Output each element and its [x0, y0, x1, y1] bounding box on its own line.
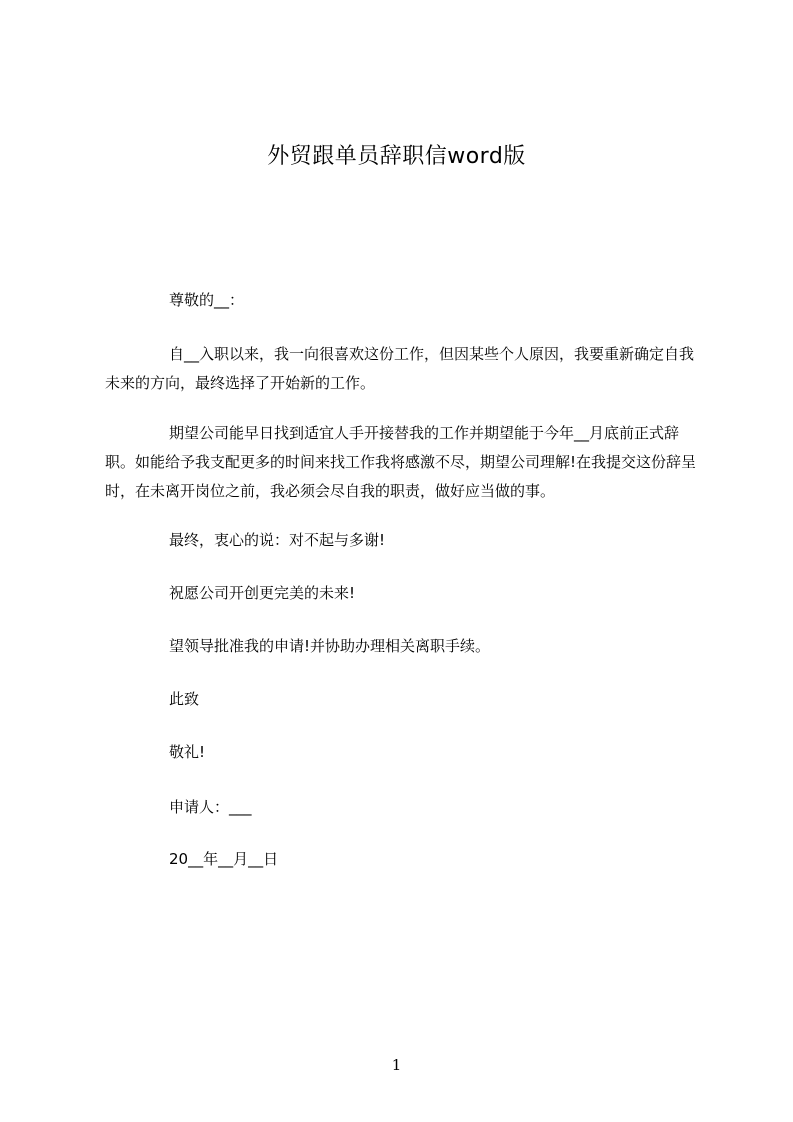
- closing-request: 望领导批准我的申请!并协助办理相关离职手续。: [169, 637, 491, 655]
- applicant-line: 申请人：___: [169, 798, 252, 816]
- date-line: 20__年__月__日: [169, 850, 279, 868]
- closing-jingli: 敬礼!: [169, 743, 206, 761]
- closing-wishes: 祝愿公司开创更完美的未来!: [169, 584, 356, 602]
- body-paragraph-1: 自__入职以来，我一向很喜欢这份工作，但因某些个人原因，我要重新确定自我未来的方向，最终选择了开始新的工作。: [105, 345, 695, 392]
- document-title: 外贸跟单员辞职信word版: [267, 144, 526, 169]
- body-paragraph-2: 期望公司能早日找到适宜人手开接替我的工作并期望能于今年__月底前正式辞职。如能给予我支配更多的时间来找工作我将感激不尽，期望公司理解!在我提交这份辞呈时，在未离开岗位之前，我必须会尽自我的职责，做好应当做的事。: [105, 424, 697, 500]
- closing-thanks: 最终，衷心的说：对不起与多谢!: [169, 531, 386, 549]
- salutation: 尊敬的__：: [169, 291, 245, 309]
- page-number: 1: [391, 1056, 402, 1074]
- closing-cizhi: 此致: [169, 690, 200, 708]
